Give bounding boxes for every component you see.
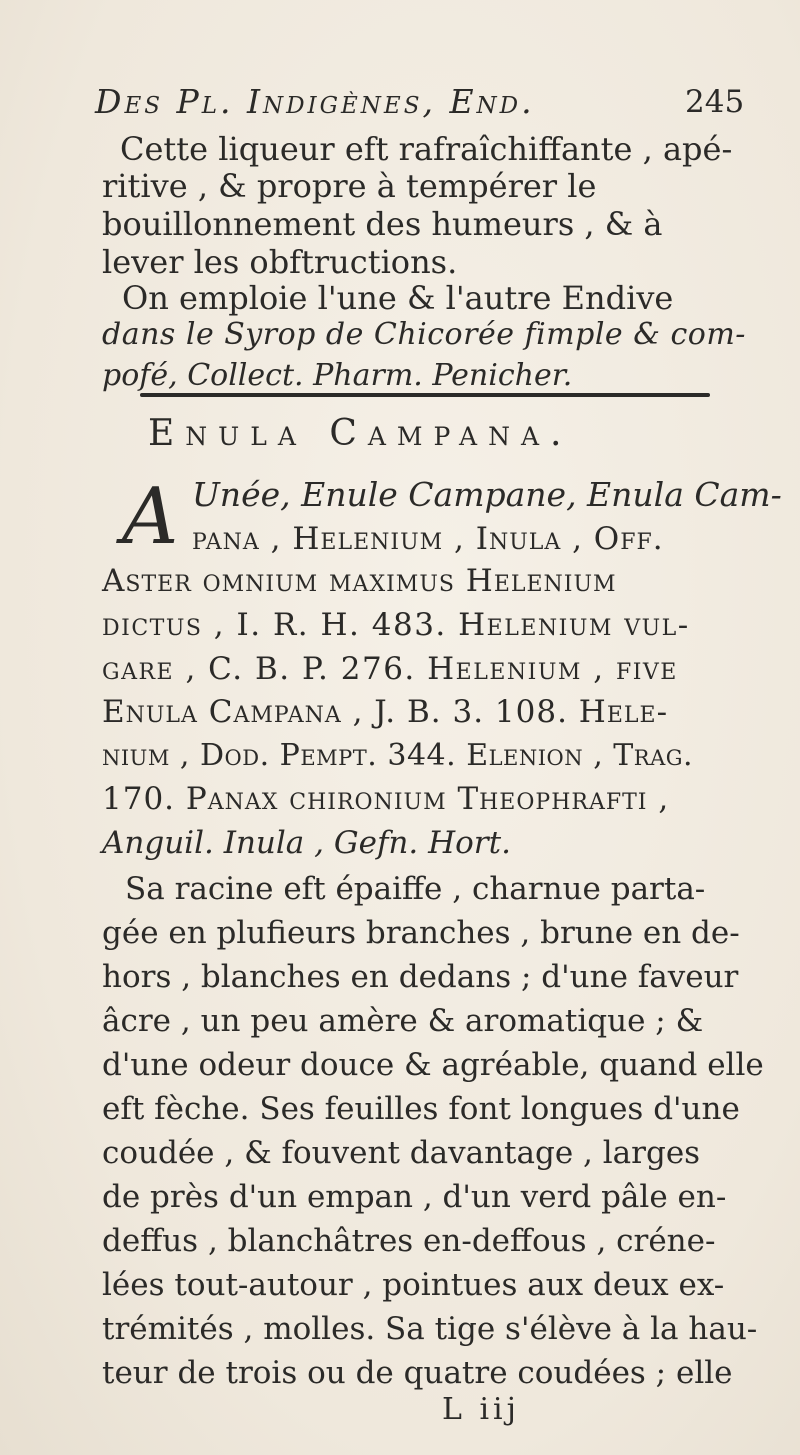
- synonymy-line: dictus , I. R. H. 483. Helenium vul-: [102, 607, 690, 643]
- body-line: eft fèche. Ses feuilles font longues d'une: [102, 1091, 740, 1127]
- body-line: lées tout-autour , pointues aux deux ex-: [102, 1267, 725, 1303]
- body-line: teur de trois ou de quatre coudées ; elle: [102, 1355, 733, 1391]
- body-line: coudée , & fouvent davantage , larges: [102, 1135, 701, 1171]
- text-line: dans le Syrop de Chicorée fimple & com-: [102, 317, 746, 352]
- synonymy-line: Aster omnium maximus Helenium: [102, 563, 617, 599]
- running-title-text: Des Pl. Indigènes, End.: [95, 82, 535, 121]
- text-line: bouillonnement des humeurs , & à: [102, 205, 663, 243]
- drop-cap: A: [122, 472, 179, 562]
- body-line: deffus , blanchâtres en-deffous , créne-: [102, 1223, 716, 1259]
- synonymy-line: Anguil. Inula , Gefn. Hort.: [102, 825, 511, 861]
- text-line: lever les obftructions.: [102, 243, 458, 281]
- body-line: trémités , molles. Sa tige s'élève à la hau-: [102, 1311, 758, 1347]
- page-number: 245: [685, 84, 745, 120]
- body-line: gée en plufieurs branches , brune en de-: [102, 915, 740, 951]
- synonymy-line: 170. Panax chironium Theophrafti ,: [102, 781, 670, 817]
- text-line-citation: pofé, Collect. Pharm. Penicher.: [102, 358, 573, 393]
- text-line: On emploie l'une & l'autre Endive: [122, 279, 674, 317]
- running-title: [95, 82, 535, 121]
- synonymy-line: pana , Helenium , Inula , Off.: [192, 521, 664, 557]
- body-line: Sa racine eft épaiffe , charnue parta-: [125, 871, 706, 907]
- signature-mark: L iij: [442, 1392, 520, 1427]
- text-line: Cette liqueur eft rafraîchiffante , apé-: [120, 130, 733, 168]
- synonymy-line: nium , Dod. Pempt. 344. Elenion , Trag.: [102, 738, 694, 773]
- section-title: Enula Campana.: [148, 413, 573, 454]
- section-rule: [140, 393, 710, 397]
- body-line: âcre , un peu amère & aromatique ; &: [102, 1003, 704, 1039]
- synonymy-line: gare , C. B. P. 276. Helenium , five: [102, 651, 678, 687]
- body-line: d'une odeur douce & agréable, quand elle: [102, 1047, 764, 1083]
- body-line: de près d'un empan , d'un verd pâle en-: [102, 1179, 727, 1215]
- text-line: ritive , & propre à tempérer le: [102, 167, 597, 205]
- body-line: hors , blanches en dedans ; d'une faveur: [102, 959, 739, 995]
- synonymy-line: Unée, Enule Campane, Enula Cam-: [192, 475, 782, 514]
- synonymy-line: Enula Campana , J. B. 3. 108. Hele-: [102, 694, 669, 730]
